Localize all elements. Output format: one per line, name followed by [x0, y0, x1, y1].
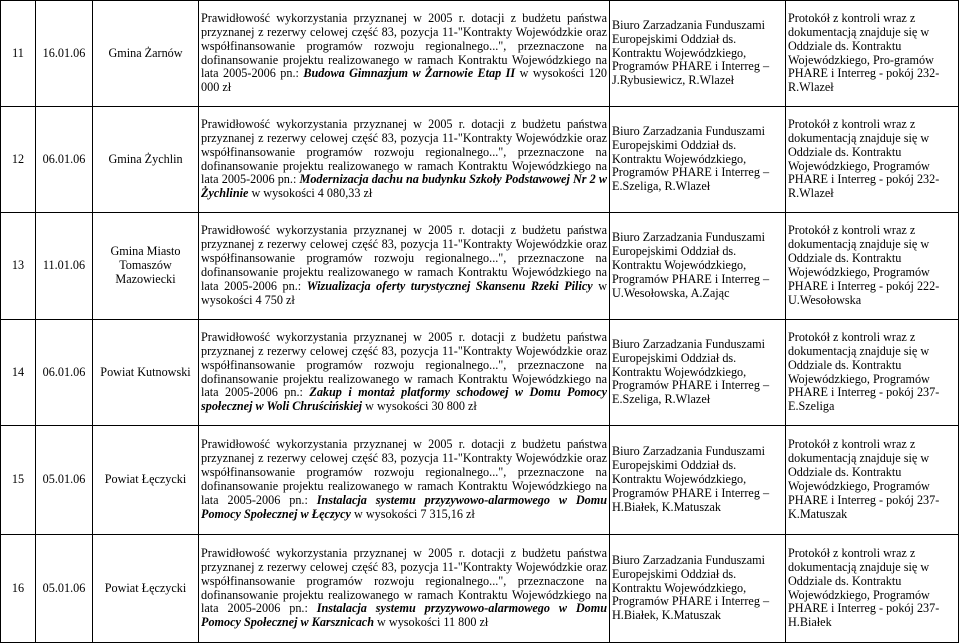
- audited-entity-text: Powiat Kutnowski: [100, 364, 191, 379]
- control-subject: [199, 320, 610, 426]
- audited-entity: [93, 320, 199, 426]
- controlling-unit: Biuro Zarzadzania Funduszami Europejskimi Oddział ds. Kontraktu Wojewódzkiego, Programów PHARE i Interreg – H.Białek, K.Matuszak: [610, 535, 786, 643]
- project-amount: w wysokości 4 080,33 zł: [251, 186, 373, 201]
- control-subject: [199, 107, 610, 213]
- table-row: [1, 213, 959, 320]
- control-subject-text: [201, 547, 607, 630]
- project-amount: w wysokości 30 800 zł: [365, 399, 477, 414]
- audited-entity: [93, 535, 199, 643]
- row-number: 13: [1, 213, 36, 320]
- control-date: [36, 535, 93, 643]
- subject-intro: Prawidłowość wykorzystania przyznanej w 2005 r. dotacji z budżetu państwa przyznanej z rezerwy celowej część 83, pozycja 11-"Kontrakty Wojewódzkie oraz współfinansowanie programów rozwoju regionalnego...", przeznaczone na dofinansowanie projektu realizowanego w ramach Kontraktu Wojewódzkiego na lata 2005-2006: [201, 116, 607, 187]
- project-amount: w wysokości 4 750 zł: [201, 278, 608, 307]
- row-number: 16: [1, 535, 36, 643]
- project-amount: w wysokości 120 000 zł: [201, 66, 608, 95]
- subject-label: pn.:: [277, 172, 297, 187]
- control-date: [36, 426, 93, 535]
- control-date-text: 05.01.06: [42, 472, 86, 487]
- control-date: [36, 107, 93, 213]
- project-name: Zakup i montaż platformy schodowej w Domu Pomocy społecznej w Woli Chruścińskiej: [201, 385, 608, 414]
- table-row: [1, 426, 959, 535]
- audited-entity-text: Gmina Miasto Tomaszów Mazowiecki: [110, 244, 181, 286]
- subject-label: pn.:: [280, 66, 299, 81]
- audited-entity: [93, 1, 199, 107]
- control-date-text: 05.01.06: [42, 580, 86, 595]
- control-result: Protokół z kontroli wraz z dokumentacją znajduje się w Oddziale ds. Kontraktu Wojewódzkiego, Programów PHARE i Interreg - pokój 237- H.Białek: [786, 535, 959, 643]
- row-number: 14: [1, 320, 36, 426]
- project-name: Modernizacja dachu na budynku Szkoły Podstawowej Nr 2 w Żychlinie: [201, 172, 608, 201]
- subject-intro: Prawidłowość wykorzystania przyznanej w 2005 r. dotacji z budżetu państwa przyznanej z rezerwy celowej część 83, pozycja 11-"Kontrakty Wojewódzkie oraz współfinansowanie programów rozwoju regionalnego...", przeznaczone na dofinansowanie projektu realizowanego w ramach Kontraktu Wojewódzkiego na lata 2005-2006: [201, 545, 607, 616]
- project-amount: w wysokości 7 315,16 zł: [353, 506, 475, 521]
- audited-entity: [93, 107, 199, 213]
- table-row: [1, 320, 959, 426]
- control-date-text: 06.01.06: [42, 151, 86, 166]
- row-number: 12: [1, 107, 36, 213]
- row-number: 11: [1, 1, 36, 107]
- subject-intro: Prawidłowość wykorzystania przyznanej w 2005 r. dotacji z budżetu państwa przyznanej z rezerwy celowej część 83, pozycja 11-"Kontrakty Wojewódzkie oraz współfinansowanie programów rozwoju regionalnego...", przeznaczone na dofinansowanie projektu realizowanego w ramach Kontraktu Wojewódzkiego na lata 2005-2006: [201, 437, 607, 507]
- control-result: Protokół z kontroli wraz z dokumentacją znajduje się w Oddziale ds. Kontraktu Wojewódzkiego, Pro-gramów PHARE i Interreg - pokój 232- R.Wlazeł: [786, 1, 959, 107]
- control-subject: [199, 1, 610, 107]
- control-subject-text: [201, 118, 607, 201]
- control-result: Protokół z kontroli wraz z dokumentacją znajduje się w Oddziale ds. Kontraktu Wojewódzkiego, Programów PHARE i Interreg - pokój 222- U.Wesołowska: [786, 213, 959, 320]
- control-subject-text: [201, 12, 607, 95]
- project-name: Instalacja systemu przyzywowo-alarmowego w Domu Pomocy Społecznej w Łęczycy: [201, 492, 608, 521]
- control-subject-text: [201, 224, 607, 307]
- audit-table-body: [1, 1, 959, 643]
- controlling-unit: Biuro Zarzadzania Funduszami Europejskimi Oddział ds. Kontraktu Wojewódzkiego, Programów PHARE i Interreg – J.Rybusiewicz, R.Wlazeł: [610, 1, 786, 107]
- subject-intro: Prawidłowość wykorzystania przyznanej w 2005 r. dotacji z budżetu państwa przyznanej z rezerwy celowej część 83, pozycja 11-"Kontrakty Wojewódzkie oraz współfinansowanie programów rozwoju regionalnego...", przeznaczone na dofinansowanie projektu realizowanego w ramach Kontraktu Wojewódzkiego na lata 2005-2006: [201, 329, 607, 400]
- subject-label: pn.:: [282, 278, 302, 293]
- audited-entity-text: Powiat Łęczycki: [104, 472, 187, 487]
- row-number: 15: [1, 426, 36, 535]
- controlling-unit: Biuro Zarzadzania Funduszami Europejskimi Oddział ds. Kontraktu Wojewódzkiego, Programów PHARE i Interreg – H.Białek, K.Matuszak: [610, 426, 786, 535]
- subject-intro: Prawidłowość wykorzystania przyznanej w 2005 r. dotacji z budżetu państwa przyznanej z rezerwy celowej część 83, pozycja 11-"Kontrakty Wojewódzkie oraz współfinansowanie programów rozwoju regionalnego...", przeznaczone na dofinansowanie projektu realizowanego w ramach Kontraktu Wojewódzkiego na lata 2005-2006: [201, 10, 607, 81]
- project-name: Instalacja systemu przyzywowo-alarmowego w Domu Pomocy Społecznej w Karsznicach: [201, 601, 608, 630]
- control-date: [36, 1, 93, 107]
- controlling-unit: Biuro Zarzadzania Funduszami Europejskimi Oddział ds. Kontraktu Wojewódzkiego, Programów PHARE i Interreg – U.Wesołowska, A.Zając: [610, 213, 786, 320]
- table-row: [1, 535, 959, 643]
- control-subject-text: [201, 331, 607, 414]
- control-date-text: 06.01.06: [42, 364, 86, 379]
- audited-entity-text: Gmina Żychlin: [108, 151, 183, 166]
- table-row: [1, 1, 959, 107]
- control-subject: [199, 426, 610, 535]
- project-amount: w wysokości 11 800 zł: [377, 615, 489, 630]
- audited-entity-text: Gmina Żarnów: [108, 45, 183, 60]
- subject-label: pn.:: [284, 385, 303, 400]
- control-subject: [199, 535, 610, 643]
- control-subject: [199, 213, 610, 320]
- subject-intro: Prawidłowość wykorzystania przyznanej w 2005 r. dotacji z budżetu państwa przyznanej z rezerwy celowej część 83, pozycja 11-"Kontrakty Wojewódzkie oraz współfinansowanie programów rozwoju regionalnego...", przeznaczone na dofinansowanie projektu realizowanego w ramach Kontraktu Wojewódzkiego na lata 2005-2006: [201, 223, 607, 293]
- subject-label: pn.:: [289, 601, 308, 616]
- table-row: [1, 107, 959, 213]
- audited-entity: [93, 213, 199, 320]
- control-result: Protokół z kontroli wraz z dokumentacją znajduje się w Oddziale ds. Kontraktu Wojewódzkiego, Programów PHARE i Interreg - pokój 232- R.Wlazeł: [786, 107, 959, 213]
- audited-entity-text: Powiat Łęczycki: [104, 580, 187, 595]
- control-subject-text: [201, 438, 607, 521]
- subject-label: pn.:: [289, 492, 308, 507]
- control-result: Protokół z kontroli wraz z dokumentacją znajduje się w Oddziale ds. Kontraktu Wojewódzkiego, Programów PHARE i Interreg - pokój 237- K.Matuszak: [786, 426, 959, 535]
- control-result: Protokół z kontroli wraz z dokumentacją znajduje się w Oddziale ds. Kontraktu Wojewódzkiego, Programów PHARE i Interreg - pokój 237- E.Szeliga: [786, 320, 959, 426]
- audited-entity: [93, 426, 199, 535]
- control-date-text: 16.01.06: [42, 45, 86, 60]
- controlling-unit: Biuro Zarzadzania Funduszami Europejskimi Oddział ds. Kontraktu Wojewódzkiego, Programów PHARE i Interreg – E.Szeliga, R.Wlazeł: [610, 107, 786, 213]
- control-date: [36, 213, 93, 320]
- project-name: Budowa Gimnazjum w Żarnowie Etap II: [303, 66, 516, 81]
- control-date: [36, 320, 93, 426]
- controlling-unit: Biuro Zarzadzania Funduszami Europejskimi Oddział ds. Kontraktu Wojewódzkiego, Programów PHARE i Interreg – E.Szeliga, R.Wlazeł: [610, 320, 786, 426]
- control-date-text: 11.01.06: [42, 258, 86, 273]
- project-name: Wizualizacja oferty turystycznej Skansenu Rzeki Pilicy: [306, 278, 593, 293]
